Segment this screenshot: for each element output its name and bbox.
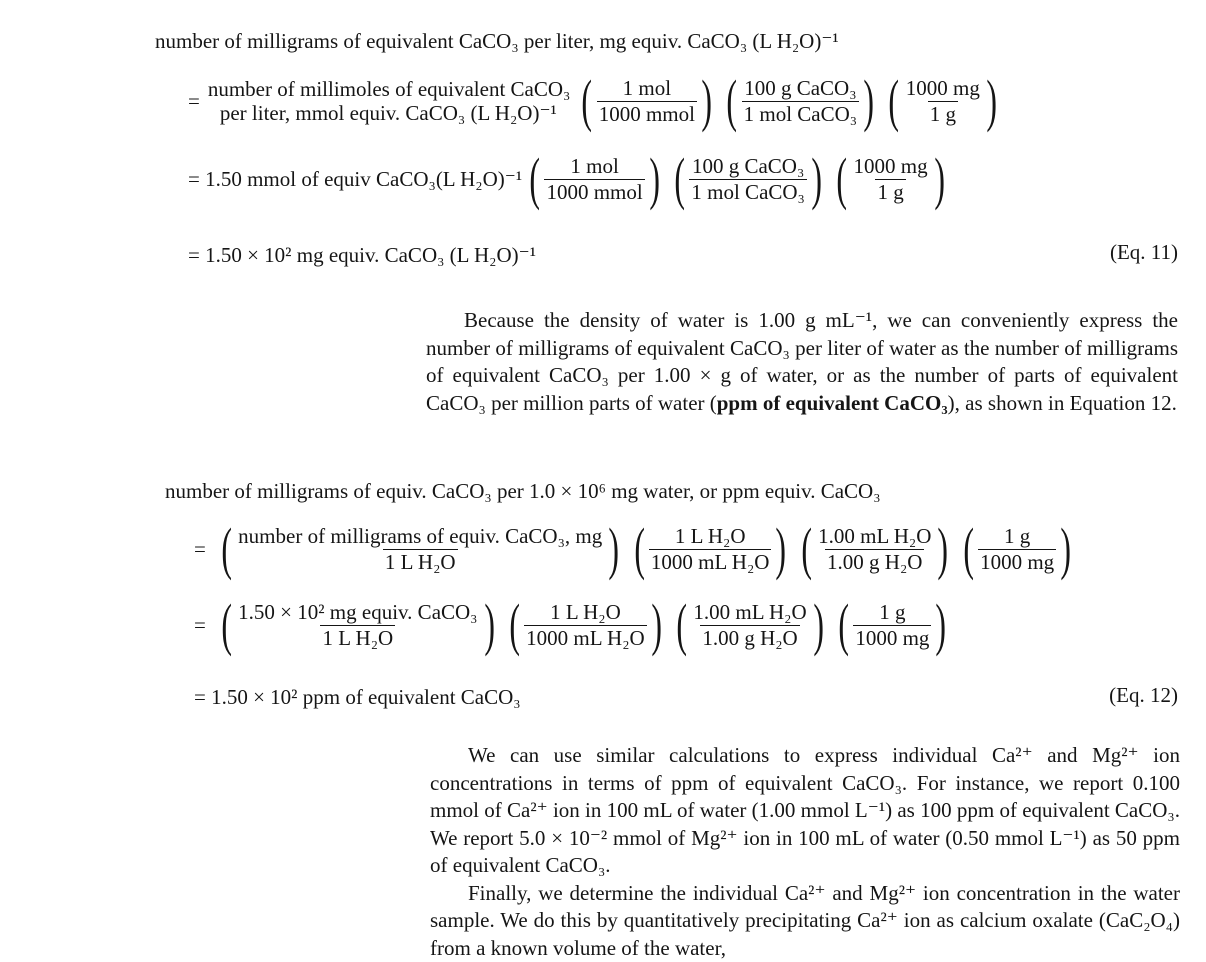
eq12-line2-factor-2	[505, 596, 666, 654]
eq11-term-line1: number of millimoles of equivalent CaCO₃	[208, 77, 571, 101]
fraction-numerator: ( 1000 mg	[852, 154, 930, 178]
equals-sign: =	[194, 537, 206, 562]
paragraph-density	[426, 307, 1178, 417]
paragraph-density-bold: ppm of equivalent CaCO₃	[717, 391, 948, 415]
eq12-line2-factor-3	[672, 596, 828, 654]
fraction-numerator: ( 1.50 × 10² mg equiv. CaCO₃	[236, 600, 479, 624]
fraction-numerator: ( 1 L H₂O	[548, 600, 623, 624]
fraction-numerator: ( 1 g	[877, 600, 907, 624]
eq12-header: number of milligrams of equiv. CaCO₃ per 1.0 × 10⁶ mg water, or ppm equiv. CaCO₃	[165, 480, 881, 503]
fraction-numerator: ( number of milligrams of equiv. CaCO₃, mg	[236, 524, 604, 548]
eq11-term-line2: per liter, mmol equiv. CaCO₃ (L H₂O)⁻¹	[208, 101, 557, 125]
fraction-numerator: ( 1 mol	[621, 76, 673, 100]
eq11-line1	[188, 72, 1004, 130]
fraction-numerator: ( 1 g	[1002, 524, 1032, 548]
eq11-header: number of milligrams of equivalent CaCO₃ per liter, mg equiv. CaCO₃ (L H₂O)⁻¹	[155, 30, 839, 53]
paragraph-density-text-2: ), as shown in Equation 12.	[948, 391, 1177, 415]
paragraph-similar-calculations: We can use similar calculations to express individual Ca²⁺ and Mg²⁺ ion concentrations in terms of ppm of equivalent CaCO₃. For instance, we report 0.100 mmol of Ca²⁺ ion in 100 mL of water (1.00 mmol L⁻¹) as 100 ppm of equivalent CaCO₃. We report 5.0 × 10⁻² mmol of Mg²⁺ ion in 100 mL of water (0.50 mmol L⁻¹) as 50 ppm of equivalent CaCO₃.	[430, 742, 1180, 880]
eq11-line2-factor-1	[525, 150, 664, 208]
fraction-denominator: 1000 mmol	[597, 101, 697, 126]
eq12-line2-factor-1	[217, 596, 499, 654]
eq11-factor-1	[577, 72, 716, 130]
eq11-line2-text: = 1.50 mmol of equiv CaCO₃(L H₂O)⁻¹	[188, 167, 522, 192]
paragraph-ion-concentrations	[430, 742, 1180, 962]
eq11-factor-2	[722, 72, 878, 130]
fraction-numerator: ( 100 g CaCO₃	[742, 76, 858, 100]
fraction-denominator: 1 L H₂O	[383, 549, 458, 574]
eq11-line2	[188, 150, 952, 208]
fraction-denominator: 1000 mg	[978, 549, 1056, 574]
fraction-numerator: ( 1000 mg	[904, 76, 982, 100]
eq11-line2-factor-3	[832, 150, 949, 208]
eq11-label: (Eq. 11)	[1110, 241, 1178, 264]
eq12-line2-factor-4	[834, 596, 951, 654]
fraction-numerator: ( 1.00 mL H₂O	[691, 600, 808, 624]
fraction-denominator: 1 g	[928, 101, 958, 126]
fraction-numerator: ( 1 L H₂O	[673, 524, 748, 548]
fraction-numerator: ( 100 g CaCO₃	[690, 154, 806, 178]
eq11-factor-3	[884, 72, 1001, 130]
eq12-label: (Eq. 12)	[1109, 684, 1178, 707]
eq11-term-text	[208, 77, 571, 125]
fraction-denominator: 1000 mmol	[544, 179, 644, 204]
eq12-factor-2	[630, 520, 791, 578]
paragraph-density-text-1: Because the density of water is 1.00 g mL⁻¹, we can conveniently express the number of milligrams of equivalent CaCO₃ per liter of water as the number of milligrams of equivalent CaCO₃ per 1.00 × g of water, or as the number of parts of equivalent CaCO₃ per million parts of water (	[426, 308, 1178, 415]
fraction-denominator: 1000 mL H₂O	[649, 549, 772, 574]
fraction-denominator: 1.00 g H₂O	[825, 549, 924, 574]
eq12-line1	[194, 520, 1078, 578]
fraction-numerator: ( 1 mol	[568, 154, 620, 178]
eq12-result: = 1.50 × 10² ppm of equivalent CaCO₃	[194, 686, 521, 709]
eq11-line2-factor-2	[670, 150, 826, 208]
eq12-line2	[194, 596, 954, 654]
eq12-factor-4	[959, 520, 1076, 578]
fraction-numerator: ( 1.00 mL H₂O	[816, 524, 933, 548]
fraction-denominator: 1.00 g H₂O	[700, 625, 799, 650]
fraction-denominator: 1 g	[875, 179, 905, 204]
equals-sign: =	[188, 89, 200, 114]
equals-sign: =	[194, 613, 206, 638]
fraction-denominator: 1000 mL H₂O	[524, 625, 647, 650]
fraction-denominator: 1 L H₂O	[320, 625, 395, 650]
eq11-result: = 1.50 × 10² mg equiv. CaCO₃ (L H₂O)⁻¹	[188, 244, 536, 267]
fraction-denominator: 1 mol CaCO₃	[742, 101, 860, 126]
fraction-denominator: 1000 mg	[853, 625, 931, 650]
paragraph-finally: Finally, we determine the individual Ca²⁺ and Mg²⁺ ion concentration in the water sample. We do this by quantitatively precipitating Ca²⁺ ion as calcium oxalate (CaC₂O₄) from a known volume of the water,	[430, 880, 1180, 962]
fraction-denominator: 1 mol CaCO₃	[689, 179, 807, 204]
eq12-factor-1	[217, 520, 624, 578]
eq12-factor-3	[797, 520, 953, 578]
